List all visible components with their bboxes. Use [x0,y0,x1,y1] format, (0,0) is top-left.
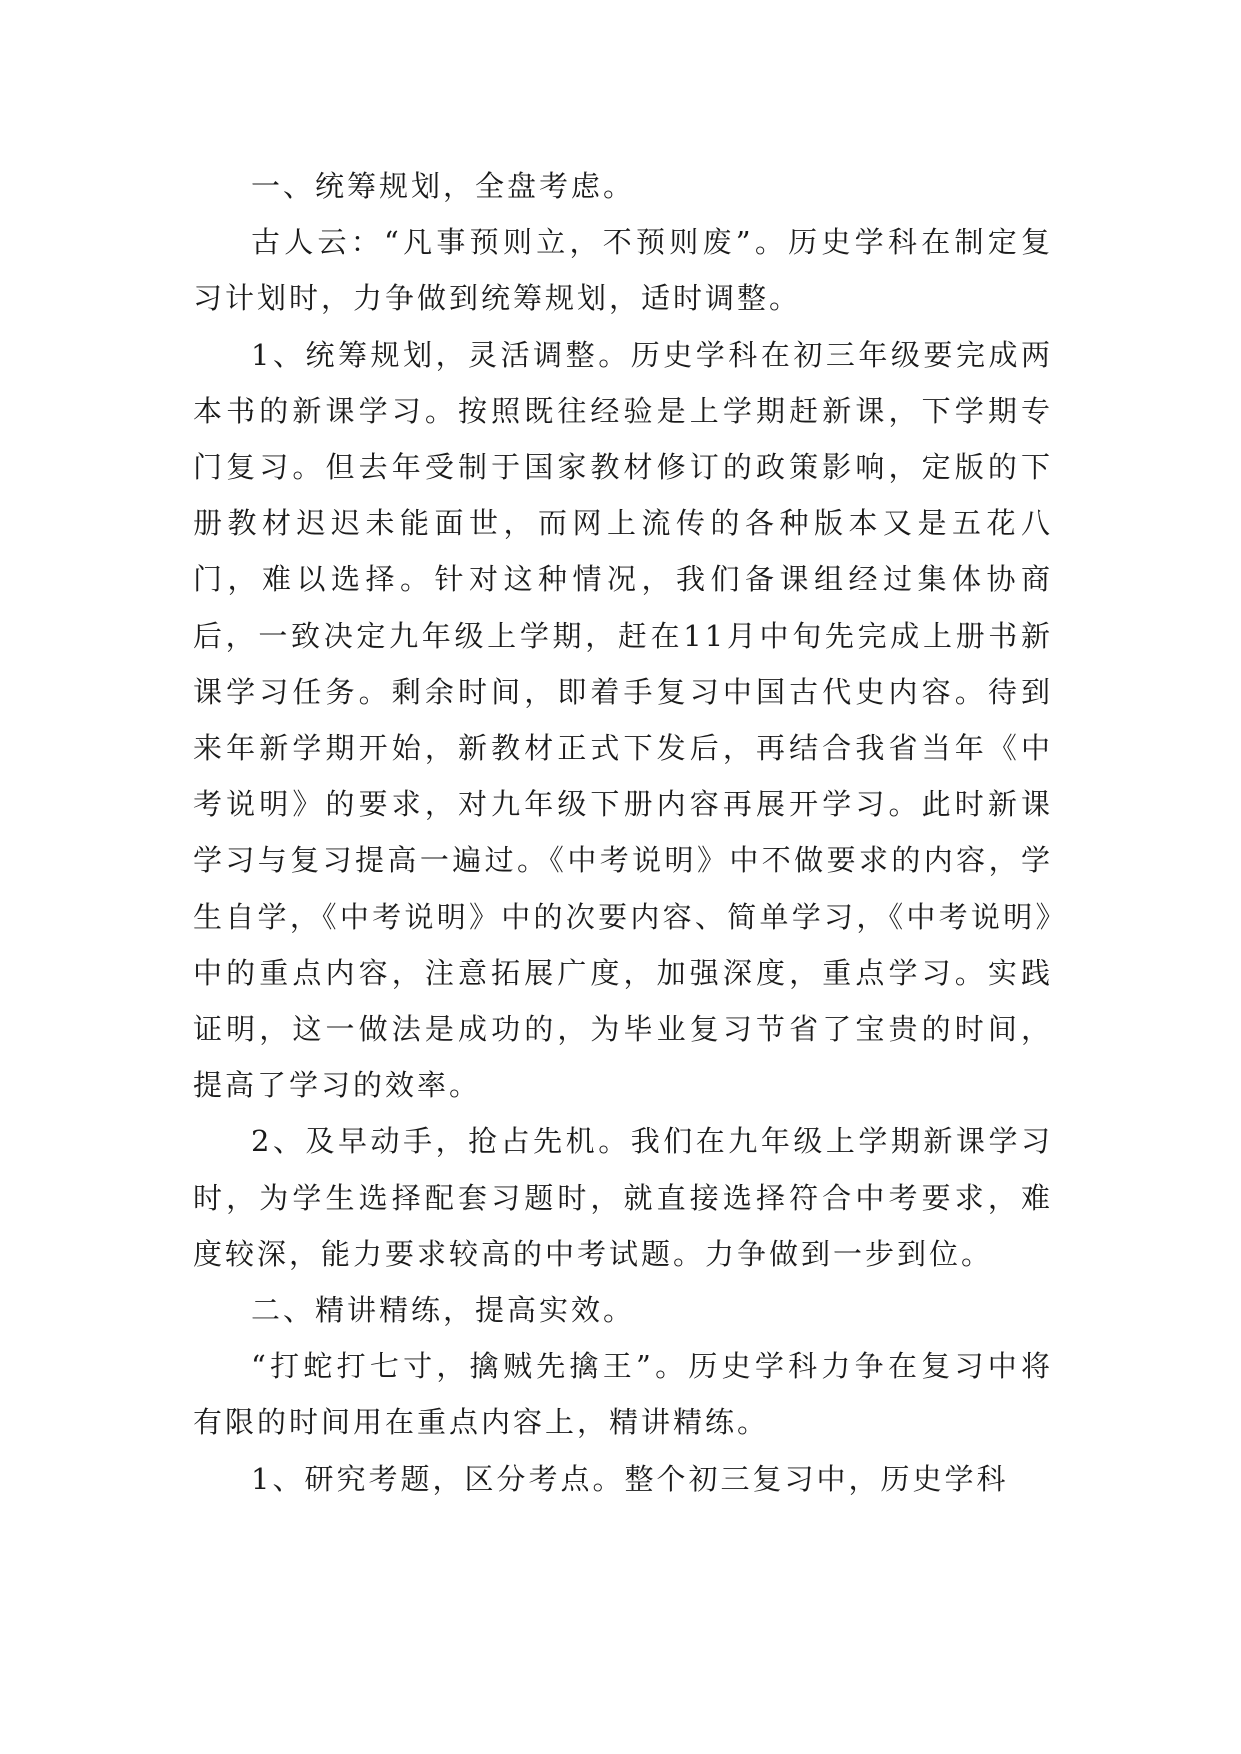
paragraph-intro: 古人云：“凡事预则立，不预则废”。历史学科在制定复习计划时，力争做到统筹规划，适时调整。 [193,225,1053,316]
paragraph-item-2: 2、及早动手，抢占先机。我们在九年级上学期新课学习时，为学生选择配套习题时，就直接选择符合中考要求，难度较深，能力要求较高的中考试题。力争做到一步到位。 [193,1124,1053,1271]
section-heading-2: 二、精讲精练，提高实效。 [251,1293,636,1328]
section-heading-1: 一、统筹规划，全盘考虑。 [251,169,636,203]
document-body [193,158,1053,1507]
paragraph-quote: “打蛇打七寸，擒贼先擒王”。历史学科力争在复习中将有限的时间用在重点内容上，精讲精练。 [193,1349,1053,1440]
paragraph-item-1: 1、统筹规划，灵活调整。历史学科在初三年级要完成两本书的新课学习。按照既往经验是上学期赶新课，下学期专门复习。但去年受制于国家教材修订的政策影响，定版的下册教材迟迟未能面世，而网上流传的各种版本又是五花八门，难以选择。针对这种情况，我们备课组经过集体协商后，一致决定九年级上学期，赶在11月中旬先完成上册书新课学习任务。剩余时间，即着手复习中国古代史内容。待到来年新学期开始，新教材正式下发后，再结合我省当年《中考说明》的要求，对九年级下册内容再展开学习。此时新课学习与复习提高一遍过。《中考说明》中不做要求的内容，学生自学，《中考说明》中的次要内容、简单学习，《中考说明》中的重点内容，注意拓展广度，加强深度，重点学习。实践证明，这一做法是成功的，为毕业复习节省了宝贵的时间，提高了学习的效率。 [193,337,1053,1103]
paragraph-item-3: 1、研究考题，区分考点。整个初三复习中，历史学科 [251,1461,1009,1496]
